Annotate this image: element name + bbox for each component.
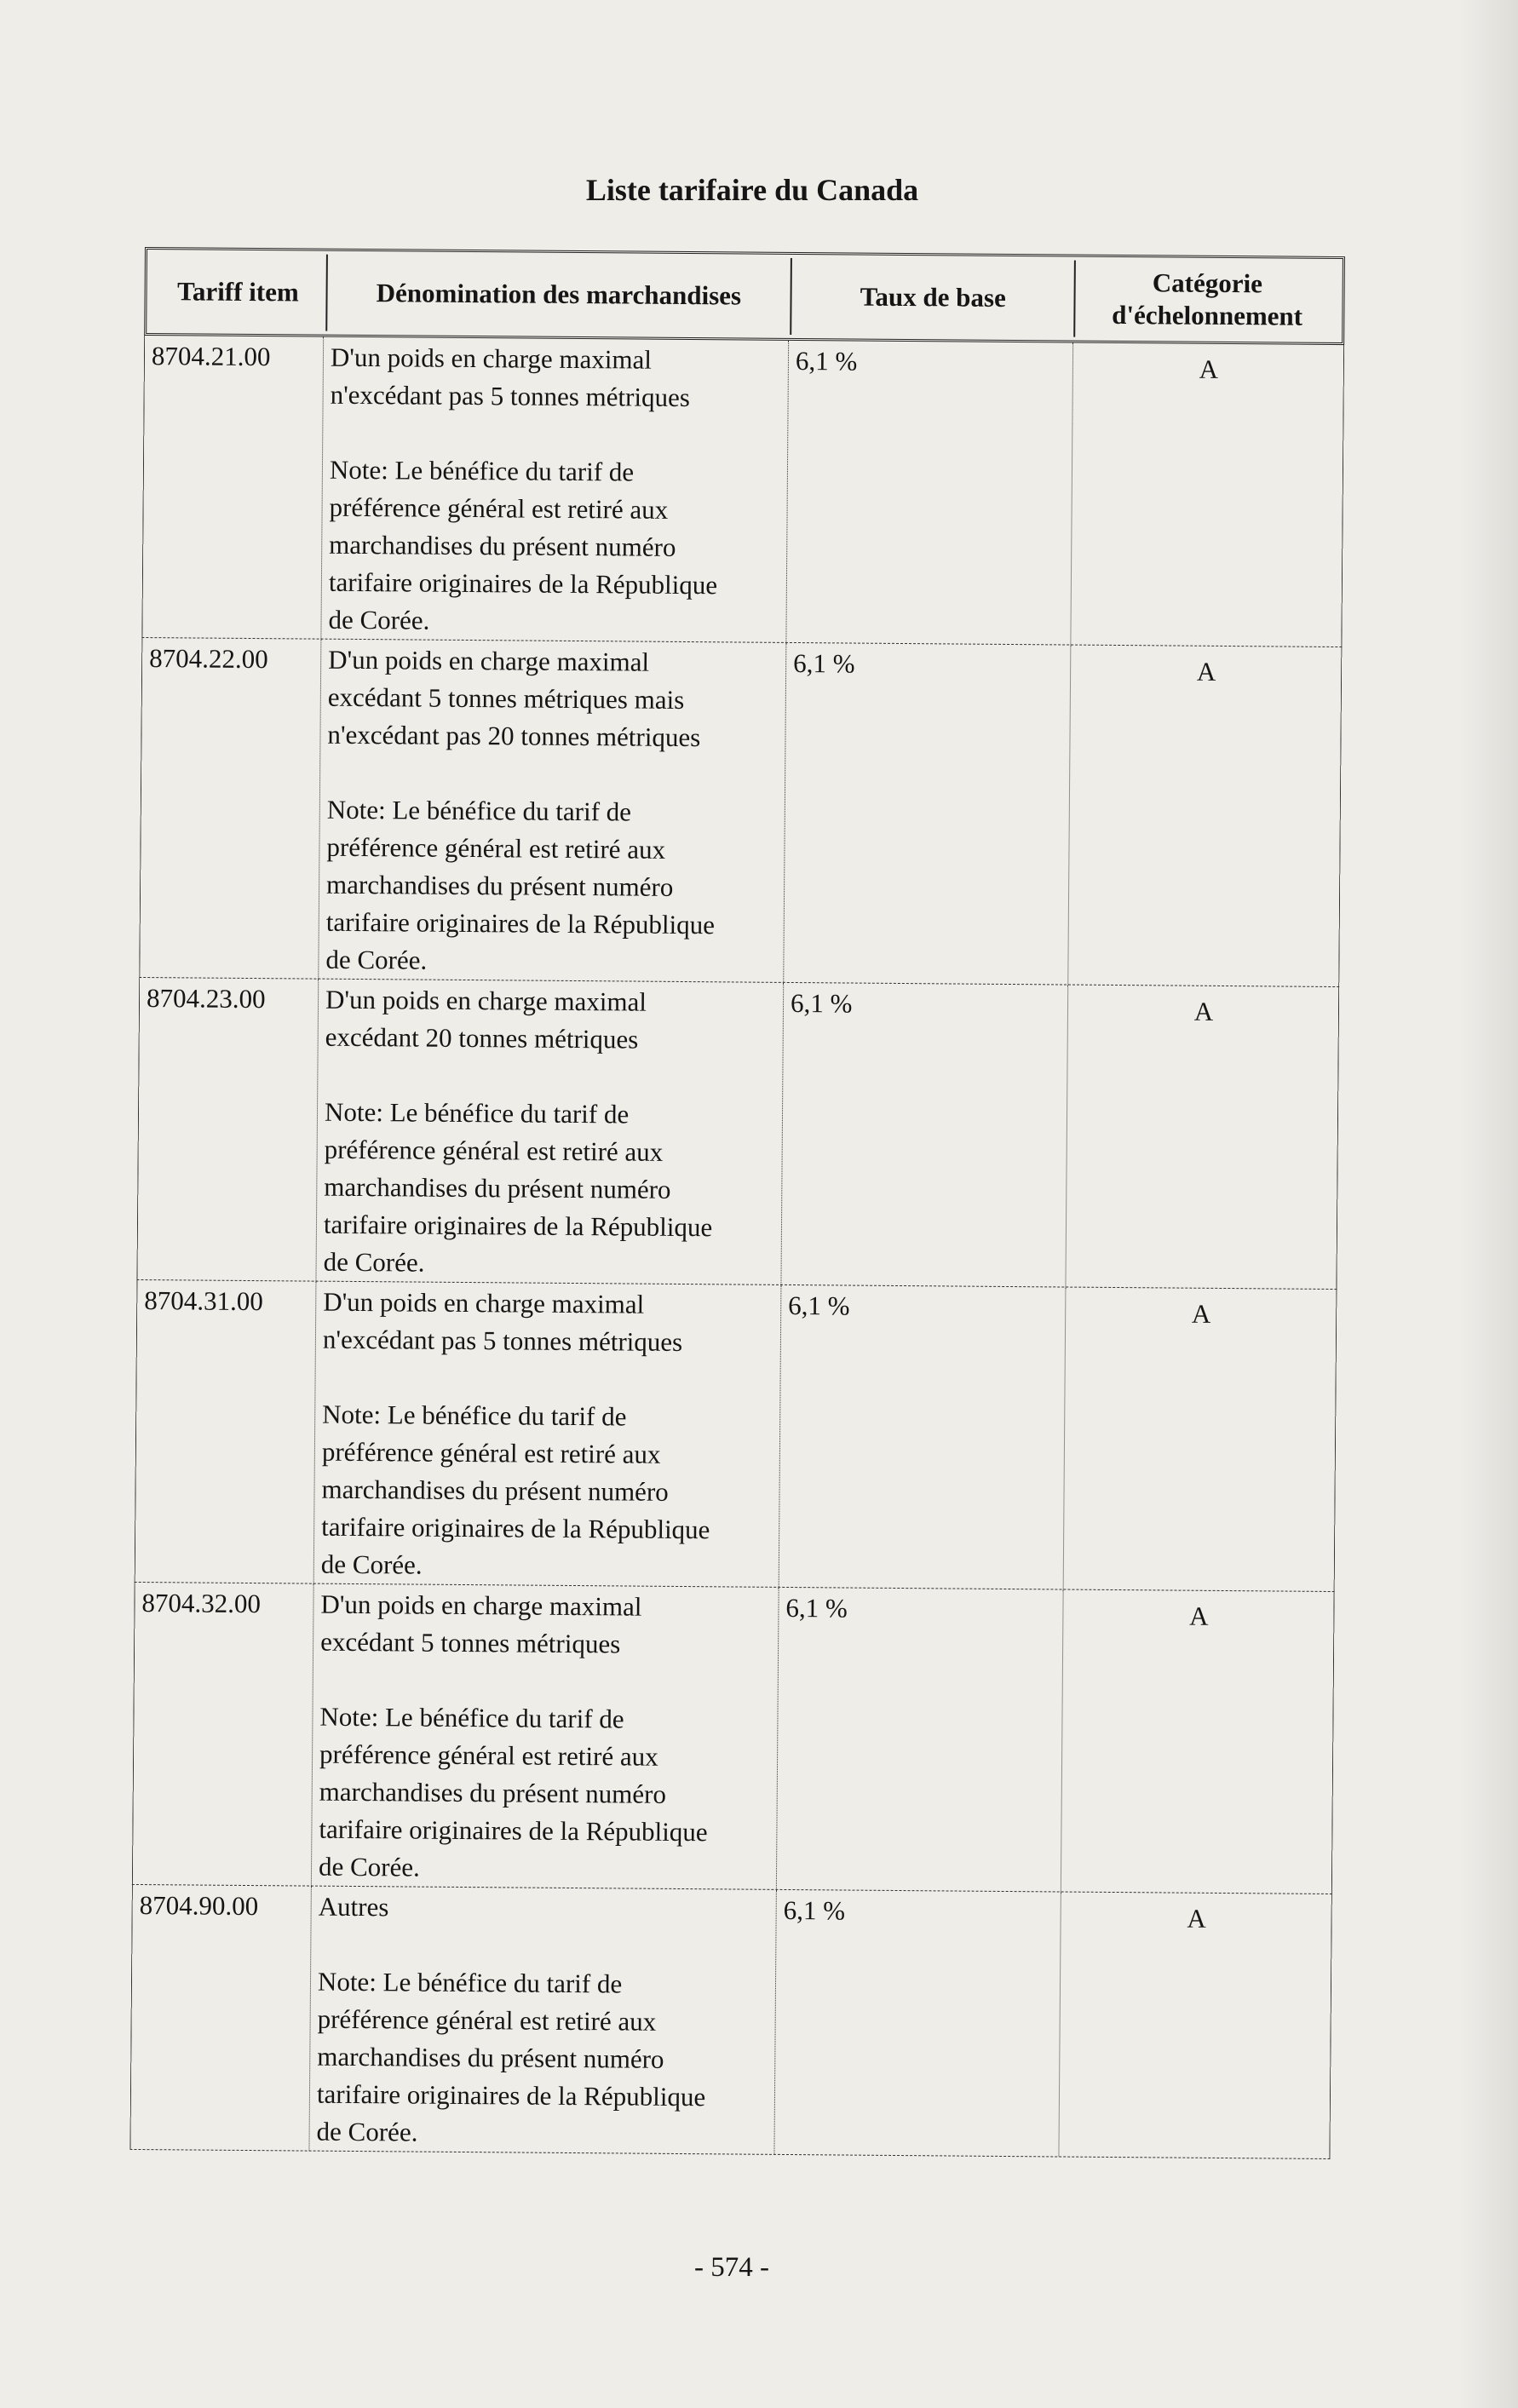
description-line: D'un poids en charge maximal [330,342,653,375]
staging-category: A [1187,1903,1206,1934]
description-line: excédant 20 tonnes métriques [325,1021,639,1055]
tariff-table [129,247,1345,2159]
description-line: n'excédant pas 20 tonnes métriques [327,719,701,753]
note-line: Note: Le bénéfice du tarif de [324,1096,630,1129]
note-line: marchandises du présent numéro [319,1776,667,1809]
staging-category: A [1189,1601,1209,1631]
note-line: marchandises du présent numéro [325,869,674,902]
base-rate: 6,1 % [781,983,1068,1287]
staging-category: A [1193,996,1214,1026]
tariff-item-number: 8704.21.00 [142,336,324,639]
goods-description [316,980,784,1284]
tariff-item-number: 8704.31.00 [135,1280,317,1583]
description-line: n'excédant pas 5 tonnes métriques [322,1324,683,1357]
goods-description [312,1584,779,1889]
note-line: préférence général est retiré aux [326,831,666,865]
paragraph-gap [322,1359,774,1399]
description-line: excédant 5 tonnes métriques mais [327,681,685,715]
note-line: marchandises du présent numéro [324,1171,671,1204]
note-line: marchandises du présent numéro [329,529,676,562]
note-line: tarifaire originaires de la République [328,566,718,601]
note-line: marchandises du présent numéro [321,1474,669,1507]
description-line: D'un poids en charge maximal [325,984,647,1017]
note-line: tarifaire originaires de la République [319,1813,708,1848]
tariff-item-number: 8704.23.00 [137,978,319,1281]
tariff-item-number: 8704.22.00 [140,638,321,979]
tariff-item-number: 8704.32.00 [133,1583,314,1886]
note-line: Note: Le bénéfice du tarif de [317,1966,623,1999]
header-tariff-item: Tariff item [150,253,327,331]
note-line: de Corée. [328,604,430,635]
paragraph-gap [330,414,782,455]
table-header [144,247,1345,345]
paragraph-gap [327,754,779,795]
note-line: Note: Le bénéfice du tarif de [326,794,632,827]
note-line: de Corée. [323,1246,425,1278]
note-line: de Corée. [316,2116,418,2147]
goods-description [314,1282,782,1587]
note-line: de Corée. [318,1851,420,1882]
note-line: de Corée. [325,944,428,975]
table-row [135,1280,1337,1592]
note-line: tarifaire originaires de la République [323,1209,713,1243]
note-line: Note: Le bénéfice du tarif de [319,1701,624,1734]
staging-category: A [1199,353,1219,384]
paragraph-gap [318,1926,770,1967]
table-row [139,638,1342,987]
note-line: préférence général est retiré aux [324,1134,664,1167]
note-line: tarifaire originaires de la République [316,2078,706,2112]
header-staging-category [1076,261,1339,339]
base-rate: 6,1 % [784,643,1071,985]
description-line: D'un poids en charge maximal [328,644,650,677]
goods-description [319,640,786,982]
table-body [129,336,1344,2159]
description-line: excédant 5 tonnes métriques [320,1626,621,1659]
page-number: - 574 - [694,2252,769,2283]
note-line: Note: Le bénéfice du tarif de [322,1399,627,1432]
goods-description [321,337,789,642]
staging-category: A [1191,1298,1211,1329]
tariff-item-number: 8704.90.00 [130,1885,311,2151]
base-rate: 6,1 % [786,341,1073,645]
page-edge-shadow [1458,0,1518,2408]
description-line: D'un poids en charge maximal [323,1286,645,1319]
table-row [136,978,1339,1290]
goods-description [309,1887,776,2154]
description-line: D'un poids en charge maximal [320,1589,642,1622]
paragraph-gap [320,1661,773,1702]
base-rate: 6,1 % [777,1588,1064,1892]
note-line: de Corée. [320,1549,423,1580]
paragraph-gap [325,1056,777,1097]
header-staging-category-line1: Catégorie [1152,267,1263,299]
header-staging-category-line2: d'échelonnement [1112,299,1303,331]
table-row [129,1885,1331,2159]
note-line: préférence général est retiré aux [319,1738,658,1772]
base-rate: 6,1 % [774,1890,1061,2157]
description-line: Autres [318,1891,389,1922]
note-line: tarifaire originaires de la République [321,1511,710,1545]
note-line: préférence général est retiré aux [329,491,669,525]
page-title: Liste tarifaire du Canada [585,173,919,207]
note-line: marchandises du présent numéro [317,2041,664,2074]
table-row [132,1583,1335,1894]
note-line: préférence général est retiré aux [321,1436,661,1469]
note-line: Note: Le bénéfice du tarif de [329,454,635,487]
base-rate: 6,1 % [779,1285,1067,1589]
description-line: n'excédant pas 5 tonnes métriques [330,379,691,413]
note-line: tarifaire originaires de la République [325,906,716,940]
header-base-rate: Taux de base [791,258,1076,337]
header-denomination: Dénomination des marchandises [327,255,792,335]
table-row [141,336,1344,647]
note-line: préférence général est retiré aux [317,2003,657,2037]
staging-category: A [1196,656,1216,687]
